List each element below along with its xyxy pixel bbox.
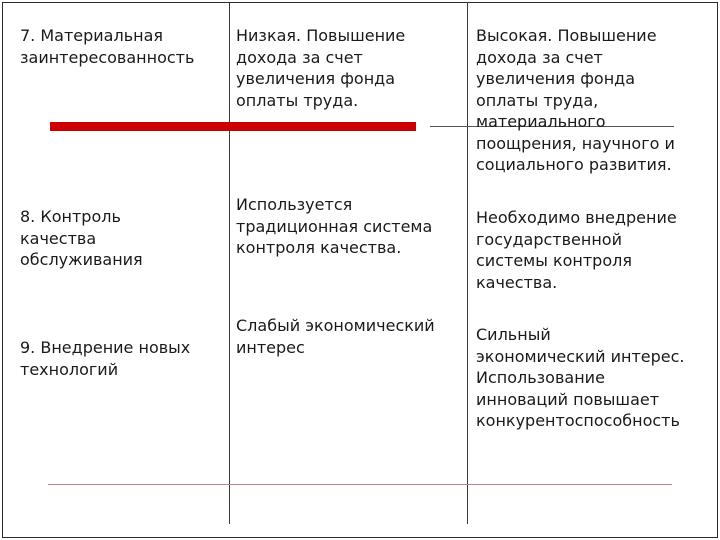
traditional-cell-9: Слабый экономический интерес	[236, 316, 435, 357]
column-divider-2	[467, 2, 468, 524]
modern-cell-7: Высокая. Повышение дохода за счет увеличения фонда оплаты труда, материального поощрения, научного и социального развития.	[476, 26, 675, 174]
criterion-cell-7: 7. Материальная заинтересованность	[20, 26, 195, 67]
modern-cell-8: Необходимо внедрение государственной системы контроля качества.	[476, 208, 677, 292]
modern-cell-9: Сильный экономический интерес. Использование инноваций повышает конкурентоспособность	[476, 325, 685, 430]
traditional-cell-7: Низкая. Повышение дохода за счет увеличения фонда оплаты труда.	[236, 26, 406, 110]
criterion-cell-8: 8. Контроль качества обслуживания	[20, 207, 143, 269]
traditional-cell-8: Используется традиционная система контроля качества.	[236, 195, 433, 257]
row-separator-bar	[50, 122, 416, 131]
bottom-divider-line	[48, 484, 672, 485]
criterion-cell-9: 9. Внедрение новых технологий	[20, 338, 191, 379]
column-divider-1	[229, 2, 230, 524]
